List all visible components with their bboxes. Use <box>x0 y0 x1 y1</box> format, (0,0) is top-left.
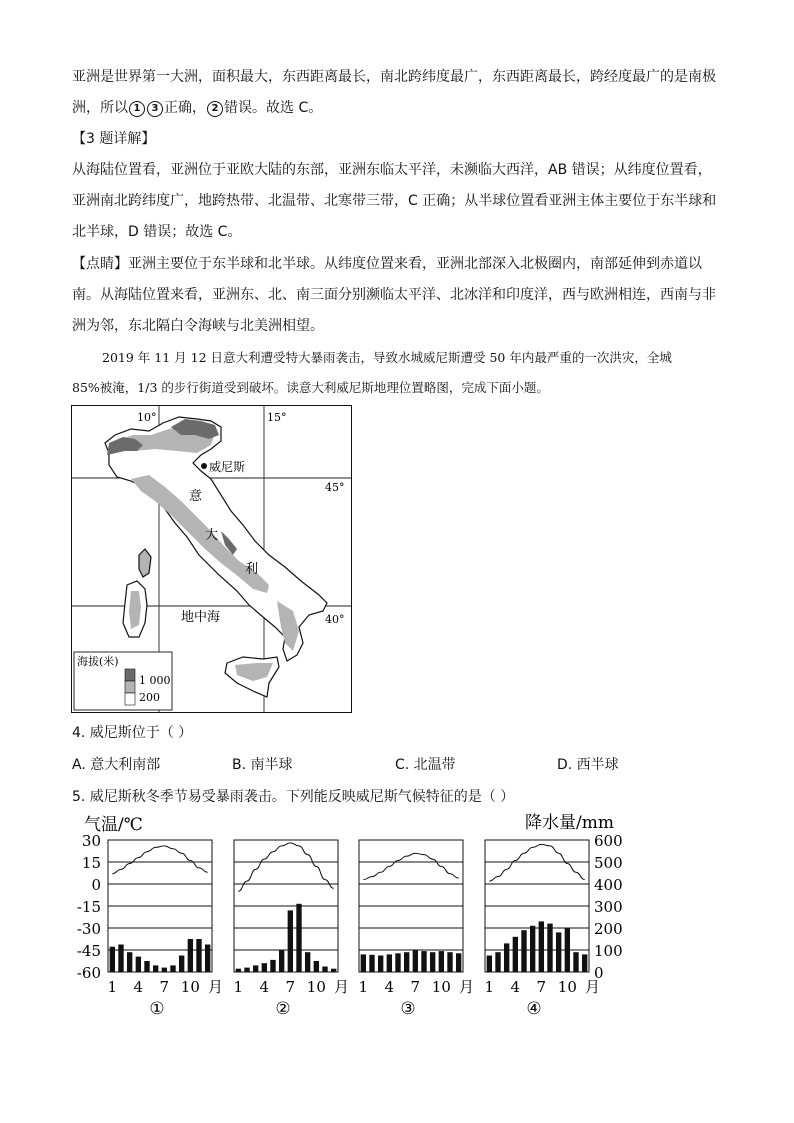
tip-paragraph <box>72 249 724 342</box>
climate-charts <box>60 808 630 1018</box>
precip-bar <box>118 945 123 973</box>
answer-line: 亚洲是世界第一大洲，面积最大，东西距离最长，南北跨纬度最广，东西距离最长，跨经度最广的是南极 <box>72 69 716 85</box>
month-tick-label: 1 <box>107 978 118 996</box>
month-unit-label: 月 <box>334 978 350 996</box>
precip-bar <box>153 965 158 972</box>
temp-tick-label: 30 <box>81 832 101 850</box>
temperature-curve <box>363 853 458 879</box>
country-char: 利 <box>245 562 259 577</box>
month-tick-label: 7 <box>159 978 170 996</box>
precip-bar <box>331 969 336 972</box>
legend-swatch-high <box>125 669 135 681</box>
lat-label-40: 40° <box>325 613 345 626</box>
venice-label: 威尼斯 <box>209 460 246 474</box>
precip-bar <box>361 954 366 972</box>
precip-tick-label: 0 <box>594 964 604 982</box>
legend-value-200: 200 <box>139 691 160 704</box>
precip-bar <box>539 921 544 972</box>
month-unit-label: 月 <box>208 978 224 996</box>
month-tick-label: 10 <box>431 978 451 996</box>
precip-tick-label: 300 <box>594 898 623 916</box>
answer-paragraph <box>72 62 724 124</box>
month-tick-label: 4 <box>384 978 395 996</box>
panel-label: ④ <box>526 999 542 1018</box>
month-tick-label: 7 <box>285 978 296 996</box>
tip-line: 南。从海陆位置来看，亚洲东、北、南三面分别濒临太平洋、北冰洋和印度洋，西与欧洲相连，西南与非 <box>72 287 716 303</box>
map-legend <box>74 652 172 710</box>
legend-swatch-low <box>125 693 135 705</box>
q4-option-d[interactable]: D. 西半球 <box>557 757 619 773</box>
sea-label: 地中海 <box>181 610 221 625</box>
country-char: 意 <box>189 489 203 504</box>
precip-bar <box>322 967 327 973</box>
q5-stem: 5. 威尼斯秋冬季节易受暴雨袭击。下列能反映威尼斯气候特征的是（ ） <box>72 789 515 805</box>
q4-option-a[interactable]: A. 意大利南部 <box>72 757 161 773</box>
precip-bar <box>513 937 518 972</box>
precip-bar <box>179 956 184 973</box>
precip-bar <box>487 956 492 973</box>
precip-bar <box>369 955 374 972</box>
month-tick-label: 10 <box>306 978 326 996</box>
precip-bar <box>236 969 241 972</box>
precip-bar <box>253 965 258 972</box>
precip-bar <box>305 952 310 972</box>
precip-tick-label: 400 <box>594 876 623 894</box>
precip-bar <box>279 950 284 972</box>
q3-detail <box>72 155 724 248</box>
precip-bar <box>404 952 409 972</box>
panel-label: ① <box>149 999 165 1018</box>
precip-bar <box>288 910 293 972</box>
q4-option-c[interactable]: C. 北温带 <box>395 757 456 773</box>
precip-bar <box>196 939 201 972</box>
circled-number: 3 <box>147 101 163 117</box>
q3-detail-line: 北半球，D 错误；故选 C。 <box>72 224 242 240</box>
legend-value-1000: 1 000 <box>139 674 171 687</box>
month-unit-label: 月 <box>585 978 601 996</box>
precip-bar <box>456 953 461 972</box>
precip-bar <box>430 952 435 972</box>
q3-detail-line: 亚洲南北跨纬度广，地跨热带、北温带、北寒带三带，C 正确；从半球位置看亚洲主体主要位于东半球和 <box>72 193 717 209</box>
temp-tick-label: -15 <box>76 898 101 916</box>
lon-label-10: 10° <box>137 411 157 424</box>
q4-option-b[interactable]: B. 南半球 <box>232 757 293 773</box>
precip-bar <box>188 939 193 972</box>
caption-line: 85%被淹，1/3 的步行街道受到破坏。读意大利威尼斯地理位置略图，完成下面小题。 <box>72 380 549 395</box>
precip-bar <box>521 930 526 972</box>
q3-detail-line: 从海陆位置看，亚洲位于亚欧大陆的东部，亚洲东临太平洋，未濒临大西洋，AB 错误；从纬度位置看， <box>72 162 712 178</box>
month-tick-label: 10 <box>180 978 200 996</box>
precip-bar <box>421 951 426 972</box>
precip-bar <box>395 953 400 972</box>
precip-bar <box>144 961 149 972</box>
precip-tick-label: 600 <box>594 832 623 850</box>
caption-line: 2019 年 11 月 12 日意大利遭受特大暴雨袭击，导致水城威尼斯遭受 50 年内最严重的一次洪灾，全城 <box>102 350 672 365</box>
precip-bar <box>205 945 210 973</box>
month-tick-label: 7 <box>410 978 421 996</box>
precip-bar <box>136 957 141 972</box>
month-tick-label: 1 <box>484 978 495 996</box>
lat-label-45: 45° <box>325 481 345 494</box>
precip-bar <box>547 924 552 972</box>
precip-bar <box>244 968 249 972</box>
precip-bar <box>447 952 452 972</box>
temp-tick-label: 15 <box>81 854 101 872</box>
precip-tick-label: 200 <box>594 920 623 938</box>
precip-bar <box>262 963 267 972</box>
precip-bar <box>378 956 383 973</box>
tip-line: 洲为邻，东北隔白令海峡与北美洲相望。 <box>72 318 324 334</box>
country-char: 大 <box>205 528 219 543</box>
precip-axis-title: 降水量/mm <box>525 813 614 833</box>
answer-text: 正确， <box>164 100 206 116</box>
temp-tick-label: -30 <box>76 920 101 938</box>
panel-label: ③ <box>400 999 416 1018</box>
circled-number: 2 <box>207 101 223 117</box>
precip-bar <box>270 960 275 972</box>
passage-caption <box>72 343 732 403</box>
panel-label: ② <box>275 999 291 1018</box>
answer-text: 错误。故选 C。 <box>224 100 323 116</box>
precip-bar <box>504 943 509 972</box>
precip-bar <box>530 926 535 972</box>
temp-tick-label: -60 <box>76 964 101 982</box>
precip-tick-label: 100 <box>594 942 623 960</box>
answer-text: 洲，所以 <box>72 100 128 116</box>
legend-title: 海拔(米) <box>77 655 119 668</box>
temperature-curve <box>489 844 584 881</box>
precip-bar <box>573 952 578 972</box>
precip-bar <box>565 928 570 972</box>
precip-bar <box>582 954 587 972</box>
month-tick-label: 4 <box>133 978 144 996</box>
temp-tick-label: -45 <box>76 942 101 960</box>
temp-axis-title: 气温/℃ <box>84 815 143 835</box>
precip-bar <box>170 965 175 972</box>
lon-label-15: 15° <box>267 411 287 424</box>
answer-line <box>72 93 724 124</box>
temp-tick-label: 0 <box>91 876 101 894</box>
month-tick-label: 1 <box>233 978 244 996</box>
precip-bar <box>296 904 301 972</box>
italy-map <box>71 405 353 714</box>
precip-bar <box>413 950 418 972</box>
month-unit-label: 月 <box>459 978 475 996</box>
venice-marker <box>201 463 207 469</box>
q3-heading: 【3 题详解】 <box>72 131 156 147</box>
precip-bar <box>387 954 392 972</box>
precip-tick-label: 500 <box>594 854 623 872</box>
circled-number: 1 <box>129 101 145 117</box>
q4-stem: 4. 威尼斯位于（ ） <box>72 725 193 741</box>
precip-bar <box>162 968 167 972</box>
month-tick-label: 4 <box>510 978 521 996</box>
legend-swatch-mid <box>125 681 135 693</box>
month-tick-label: 7 <box>536 978 547 996</box>
precip-bar <box>127 952 132 972</box>
precip-bar <box>495 952 500 972</box>
precip-bar <box>439 951 444 972</box>
precip-bar <box>556 932 561 972</box>
precip-bar <box>314 961 319 972</box>
precip-bar <box>110 947 115 972</box>
temperature-curve <box>112 846 207 874</box>
month-tick-label: 1 <box>358 978 369 996</box>
month-tick-label: 10 <box>557 978 577 996</box>
month-tick-label: 4 <box>259 978 270 996</box>
tip-line: 【点睛】亚洲主要位于东半球和北半球。从纬度位置来看，亚洲北部深入北极圈内，南部延伸到赤道以 <box>72 256 702 272</box>
